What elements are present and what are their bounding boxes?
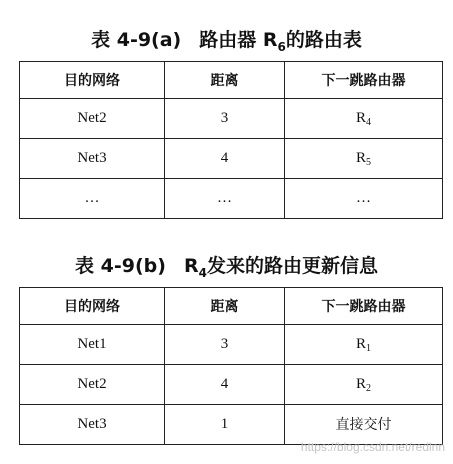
table-a-caption — [0, 28, 453, 59]
cell-distance: … — [165, 179, 285, 219]
cell-next-hop — [285, 99, 443, 139]
cell-network: … — [20, 179, 165, 219]
cell-distance: 4 — [165, 139, 285, 179]
table-header-row — [20, 62, 443, 99]
table-header-row — [20, 288, 443, 325]
header-next-hop-router: 下一跳路由器 — [285, 288, 443, 325]
cell-network: Net3 — [20, 139, 165, 179]
header-distance: 距离 — [165, 288, 285, 325]
next-hop-base: 直接交付 — [335, 417, 392, 433]
cell-network: Net2 — [20, 365, 165, 405]
table-row — [20, 365, 443, 405]
table-b-caption — [0, 254, 453, 285]
next-hop-sub: 2 — [366, 382, 371, 394]
header-next-hop-router: 下一跳路由器 — [285, 62, 443, 99]
route-update-from-r4 — [19, 287, 443, 445]
next-hop-sub: 1 — [366, 342, 371, 354]
table-row — [20, 139, 443, 179]
cell-distance: 3 — [165, 99, 285, 139]
table-row — [20, 325, 443, 365]
table-b-title-suffix: 发来的路由更新信息 — [206, 255, 378, 277]
next-hop-base: R — [355, 109, 366, 126]
header-destination-network: 目的网络 — [20, 62, 165, 99]
watermark: https://blog.csdn.net/redlnn — [300, 440, 445, 454]
cell-network: Net3 — [20, 405, 165, 445]
next-hop-base: R — [355, 375, 366, 392]
next-hop-base: R — [355, 335, 366, 352]
cell-distance: 3 — [165, 325, 285, 365]
header-destination-network: 目的网络 — [20, 288, 165, 325]
next-hop-base: R — [355, 149, 366, 166]
table-a-title-sub: 6 — [277, 39, 286, 54]
cell-next-hop — [285, 325, 443, 365]
cell-distance: 4 — [165, 365, 285, 405]
cell-next-hop — [285, 139, 443, 179]
table-row — [20, 99, 443, 139]
table-a-title-suffix: 的路由表 — [285, 29, 362, 51]
table-row — [20, 179, 443, 219]
table-b-title-prefix: R — [183, 255, 199, 277]
cell-distance: 1 — [165, 405, 285, 445]
cell-next-hop — [285, 405, 443, 445]
next-hop-sub: 4 — [366, 116, 371, 128]
cell-network: Net1 — [20, 325, 165, 365]
table-b-number: 表 4-9(b) — [75, 255, 166, 277]
cell-next-hop — [285, 365, 443, 405]
cell-next-hop — [285, 179, 443, 219]
next-hop-base: … — [356, 189, 371, 206]
cell-network: Net2 — [20, 99, 165, 139]
header-distance: 距离 — [165, 62, 285, 99]
table-a-number: 表 4-9(a) — [91, 29, 182, 51]
next-hop-sub: 5 — [366, 156, 371, 168]
table-a-title-prefix: 路由器 R — [199, 29, 278, 51]
routing-table-r6 — [19, 61, 443, 219]
table-b-title-sub: 4 — [198, 265, 207, 280]
table-row — [20, 405, 443, 445]
